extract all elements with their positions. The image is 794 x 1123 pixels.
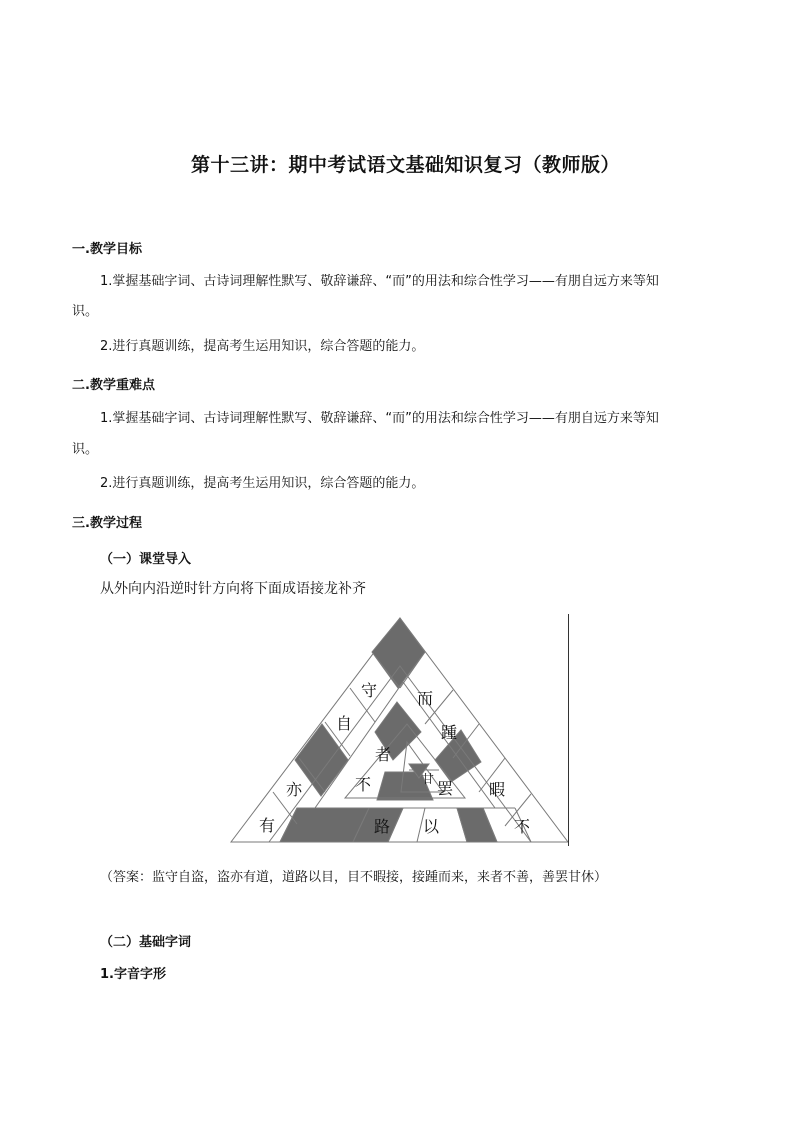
char-shou: 守 bbox=[360, 681, 378, 700]
objective-1-line1: 1.掌握基础字词、古诗词理解性默写、敬辞谦辞、“而”的用法和综合性学习——有朋自远方来等知 bbox=[100, 274, 659, 289]
char-yi2: 以 bbox=[422, 817, 440, 836]
key-point-2: 2.进行真题训练，提高考生运用知识，综合答题的能力。 bbox=[100, 476, 425, 491]
char-lu: 路 bbox=[373, 817, 391, 836]
char-gan: 甘 bbox=[421, 772, 435, 786]
char-you: 有 bbox=[258, 816, 276, 835]
char-zhong: 踵 bbox=[440, 723, 458, 742]
char-zi: 自 bbox=[335, 714, 353, 733]
objective-2: 2.进行真题训练，提高考生运用知识，综合答题的能力。 bbox=[100, 339, 425, 354]
vertical-divider bbox=[568, 614, 569, 846]
subsection-pronunciation: 1.字音字形 bbox=[100, 967, 166, 982]
section-heading-process: 三.教学过程 bbox=[72, 516, 142, 531]
char-er: 而 bbox=[416, 689, 434, 708]
char-yi: 亦 bbox=[285, 780, 303, 799]
char-ba: 罢 bbox=[436, 779, 454, 798]
idiom-chain-triangle bbox=[225, 612, 575, 848]
key-point-1-line1: 1.掌握基础字词、古诗词理解性默写、敬辞谦辞、“而”的用法和综合性学习——有朋自远方来等知 bbox=[100, 411, 659, 426]
puzzle-answer: （答案：监守自盗，盗亦有道，道路以目，目不暇接，接踵而来，来者不善，善罢甘休） bbox=[100, 870, 608, 885]
char-bu-outer: 不 bbox=[513, 817, 531, 836]
section-heading-key-points: 二.教学重难点 bbox=[72, 378, 155, 393]
objective-1-line2: 识。 bbox=[72, 304, 99, 319]
key-point-1-line2: 识。 bbox=[72, 442, 99, 457]
char-bu-inner: 不 bbox=[354, 775, 372, 794]
char-xia: 暇 bbox=[488, 780, 506, 799]
section-heading-objectives: 一.教学目标 bbox=[72, 242, 142, 257]
page-title: 第十三讲：期中考试语文基础知识复习（教师版） bbox=[191, 154, 621, 176]
char-zhe: 者 bbox=[374, 745, 392, 764]
puzzle-instruction: 从外向内沿逆时针方向将下面成语接龙补齐 bbox=[100, 581, 366, 597]
subsection-basic-words: （二）基础字词 bbox=[100, 935, 192, 950]
subsection-intro: （一）课堂导入 bbox=[100, 552, 192, 567]
